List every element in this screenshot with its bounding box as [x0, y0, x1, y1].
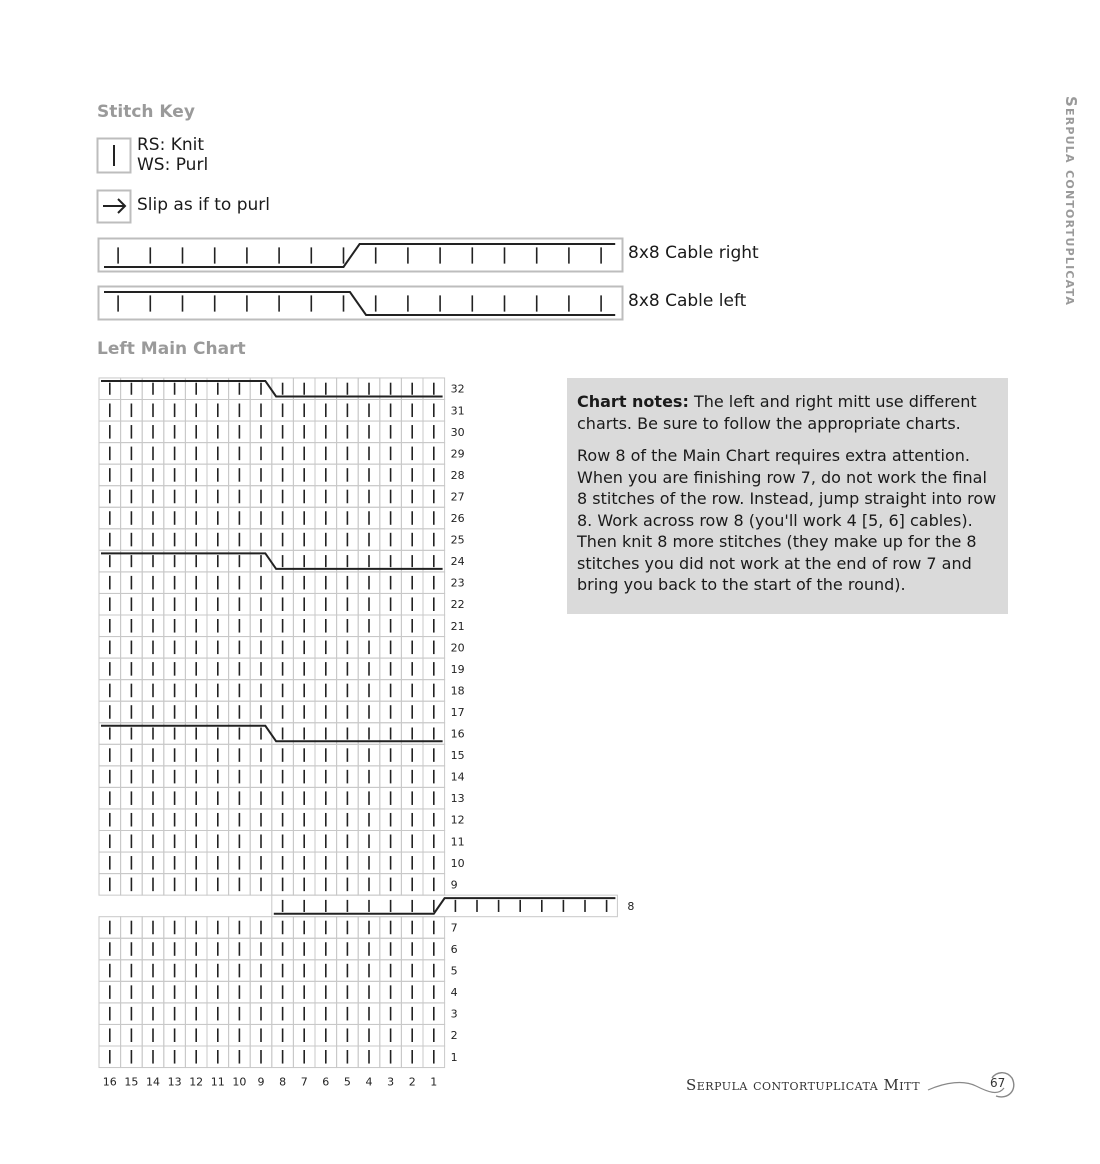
row-label: 26 [450, 512, 465, 526]
cable-right-label: 8x8 Cable right [628, 243, 759, 263]
row-label: 5 [450, 964, 458, 978]
column-label: 12 [189, 1075, 204, 1089]
chart-row-8 [274, 898, 616, 914]
row-label: 29 [450, 447, 465, 461]
row-label: 6 [450, 943, 458, 957]
stitch-key-title: Stitch Key [97, 102, 195, 122]
cable-cross-line [104, 244, 615, 267]
row-label: 17 [450, 705, 465, 719]
row-label: 28 [450, 468, 465, 482]
footer-title: Serpula contortuplicata Mitt [686, 1076, 921, 1094]
row-label: 32 [450, 382, 465, 396]
row-label: 27 [450, 490, 465, 504]
column-label: 8 [279, 1075, 287, 1089]
notes-paragraph-2: Row 8 of the Main Chart requires extra attention. When you are finishing row 7, do not work the final 8 stitches of the row. Instead, jump straight into row 8. Work across row 8 (you'll work 4 [5, 6] cables). Then knit 8 more stitches (they make up for the 8 stitches you did not work at the end of row 7 and bring you back to the start of the round). [577, 446, 997, 594]
knit-rs-label: RS: Knit [137, 135, 205, 155]
column-label: 7 [300, 1075, 308, 1089]
column-label: 13 [167, 1075, 182, 1089]
row-label: 11 [450, 835, 465, 849]
notes-text-1: The left and right mitt use different charts. Be sure to follow the appropriate charts. [577, 392, 977, 433]
row-label: 3 [450, 1007, 458, 1021]
row-label: 20 [450, 641, 465, 655]
row-label: 16 [450, 727, 465, 741]
knit-ws-label: WS: Purl [137, 155, 209, 175]
column-label: 4 [365, 1075, 373, 1089]
cable-left-label: 8x8 Cable left [628, 291, 747, 311]
arrow-right-icon [103, 199, 125, 213]
row-label: 12 [450, 813, 465, 827]
column-label: 10 [232, 1075, 247, 1089]
notes-paragraph-1 [577, 391, 998, 434]
cable-left-symbol [97, 285, 627, 323]
cable-cross-line [104, 292, 615, 315]
column-label: 2 [408, 1075, 416, 1089]
slip-symbol-box [96, 188, 136, 228]
notes-heading: Chart notes: [577, 392, 689, 411]
cable-right-symbol [97, 237, 627, 275]
cable-right-key-row [104, 244, 615, 267]
row-label: 10 [450, 856, 465, 870]
row-label: 25 [450, 533, 465, 547]
chart-title: Left Main Chart [97, 339, 246, 359]
row-label: 4 [450, 986, 458, 1000]
column-label: 14 [146, 1075, 160, 1089]
row-label: 30 [450, 425, 465, 439]
row-label: 9 [450, 878, 458, 892]
row-label: 1 [450, 1050, 458, 1064]
row-label: 19 [450, 662, 465, 676]
side-title-svg [1060, 96, 1084, 346]
column-label: 3 [387, 1075, 395, 1089]
side-title-text: Serpula contortuplicata [1062, 96, 1080, 307]
column-label: 16 [102, 1075, 117, 1089]
left-main-chart [90, 372, 650, 1092]
row-label: 15 [450, 749, 465, 763]
column-label: 15 [124, 1075, 139, 1089]
column-label: 9 [257, 1075, 265, 1089]
column-label: 6 [322, 1075, 330, 1089]
side-title [1060, 96, 1084, 346]
row-label: 14 [450, 770, 465, 784]
column-label: 11 [210, 1075, 225, 1089]
row-label: 31 [450, 404, 465, 418]
row-label: 21 [450, 619, 465, 633]
row-label: 24 [450, 555, 465, 569]
row-label: 18 [450, 684, 465, 698]
row-label: 22 [450, 598, 465, 612]
row-label: 23 [450, 576, 465, 590]
knit-symbol-box [96, 136, 136, 176]
row-label: 13 [450, 792, 465, 806]
column-label: 1 [430, 1075, 438, 1089]
slip-label: Slip as if to purl [137, 195, 270, 215]
chart-notes-box [567, 378, 1008, 614]
row-label: 2 [450, 1029, 458, 1043]
column-label: 5 [343, 1075, 351, 1089]
row-label: 8 [627, 899, 635, 913]
cable-left-key-row [104, 292, 615, 315]
row-label: 7 [450, 921, 458, 935]
page-number: 67 [990, 1076, 1006, 1090]
